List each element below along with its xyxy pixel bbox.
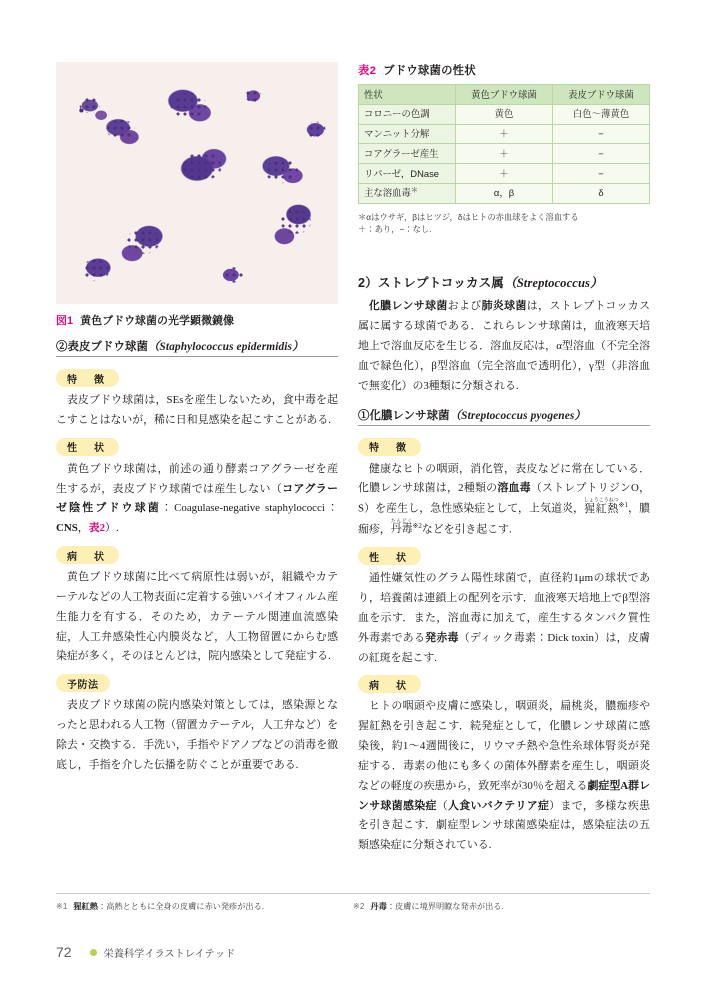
table-row — [359, 183, 650, 203]
table-col-header-property: 性状 — [359, 85, 456, 105]
table-col-header-aureus: 黄色ブドウ球菌 — [456, 85, 553, 105]
subheading-jp: 表皮ブドウ球菌 — [67, 341, 148, 353]
badge-yobouhou: 予防法 — [56, 674, 110, 692]
heading-latin: （Streptococcus） — [504, 276, 603, 291]
footnote-ref-1: ※1 — [618, 501, 628, 510]
table-head — [359, 85, 650, 105]
term-pyogenic-strep: 化膿レンサ球菌 — [368, 300, 448, 313]
paragraph-seijo-strep: 通性嫌気性のグラム陽性球菌で，直径約1μmの球状であり，培養菌は連鎖上の配列を示す．血液寒天培地上でβ型溶血を示す．また，溶血毒に加えて，産生するタンパク質性外毒素である発赤毒（ディック毒素：Dick toxin）は，皮膚の紅斑を起こす. — [358, 572, 650, 664]
ruby-base-scarlet-fever: 猩紅熱 — [583, 502, 619, 515]
table-cell-property — [359, 183, 456, 203]
table-title — [358, 62, 650, 78]
heading-streptococcus — [358, 272, 650, 291]
figure-number: 図1 — [56, 315, 74, 327]
ruby-base-erysipelas: 丹毒 — [390, 523, 413, 536]
badge-tokucho-strep: 特 徴 — [358, 438, 421, 456]
table-notes — [358, 211, 650, 237]
footnote-1 — [56, 901, 353, 912]
right-column — [358, 62, 650, 856]
footnote-term: 猩紅熱 — [73, 902, 98, 911]
term-cns-abbr: CNS — [56, 522, 78, 535]
table-cell-property: コロニーの色調 — [359, 104, 456, 124]
table-cell-epidermidis: − — [553, 124, 650, 144]
table-body — [359, 104, 650, 203]
badge-byojo: 病 状 — [56, 546, 119, 564]
footnote-text: ：皮膚に境界明瞭な発赤が出る. — [386, 902, 504, 911]
footnote-text: ：高熱とともに全身の皮膚に赤い発疹が出る. — [98, 902, 265, 911]
term-cns-jp: コアグラーゼ陰性ブドウ球菌 — [56, 482, 338, 515]
footnote-mark: ※1 — [56, 902, 68, 911]
table-number: 表2 — [358, 65, 377, 77]
footnotes — [56, 893, 650, 912]
table-cell-aureus: ＋ — [456, 124, 553, 144]
page-footer — [56, 944, 235, 960]
subheading-number: ① — [358, 409, 370, 422]
badge-byojo-strep: 病 状 — [358, 675, 421, 693]
paragraph-tokucho: 表皮ブドウ球菌は，SEsを産生しないため，食中毒を起こすことはないが，稀に日和見感染を起こすことがある. — [56, 394, 338, 426]
left-column — [56, 62, 338, 776]
micrograph-figure — [56, 62, 338, 304]
book-title: 栄養科学イラストレイテッド — [103, 948, 236, 960]
paragraph-tokucho-strep: 健康なヒトの咽頭，消化管，表皮などに常在している．化膿レンサ球菌は，2種類の溶血毒（ストレプトリジンO，S）を産生し，急性感染症として，上気道炎，猩紅熱しょうこうねつ$^{※1}$，膿痂疹，丹毒たんどく$^{※2}$などを引き起こす. — [358, 462, 650, 536]
table-row — [359, 144, 650, 164]
table-row — [359, 164, 650, 184]
table-row — [359, 104, 650, 124]
table-header-row — [359, 85, 650, 105]
table-cell-epidermidis: − — [553, 164, 650, 184]
subheading-jp: 化膿レンサ球菌 — [369, 409, 450, 422]
section-tokucho — [56, 362, 338, 431]
table-note-line: ＋：あり，−：なし. — [358, 224, 432, 235]
table-cell-property: マンニット分解 — [359, 124, 456, 144]
bullet-dot-icon — [90, 949, 97, 956]
term-hemolysin: 溶血毒 — [497, 482, 531, 495]
micrograph-cocci-overlay — [56, 62, 338, 304]
figure-caption-text: 黄色ブドウ球菌の光学顕微鏡像 — [80, 315, 235, 327]
paragraph-seijo: 黄色ブドウ球菌は，前述の通り酵素コアグラーゼを産生するが，表皮ブドウ球菌では産生しない（コアグラーゼ陰性ブドウ球菌：Coagulase-negative staphylococci：CNS，表2）. — [56, 462, 338, 535]
table-title-text: ブドウ球菌の性状 — [383, 65, 476, 77]
ruby-reading-erysipelas: たんどく — [390, 518, 413, 525]
page-number: 72 — [56, 944, 72, 960]
paragraph-byojo-strep: ヒトの咽頭や皮膚に感染し，咽頭炎，扁桃炎，膿痂疹や猩紅熱を引き起こす．続発症として，化膿レンサ球菌に感染後，約1〜4週間後に，リウマチ熱や急性糸球体腎炎が発症する．毒素の他にも多くの菌体外酵素を産生し，咽頭炎などの軽度の疾患から，致死率が30％を超える劇症型A群レンサ球菌感染症（人食いバクテリア症）まで，多様な疾患を引き起こす．劇症型レンサ球菌感染症は，感染症法の五類感染症に分類されている. — [358, 700, 650, 852]
footnote-ref-2: ※2 — [412, 521, 422, 530]
subheading-latin: （Streptococcus pyogenes） — [449, 409, 586, 422]
subheading-number: ② — [56, 341, 68, 353]
term-stss: 劇症型A群レンサ球菌感染症 — [358, 779, 650, 812]
section-yobouhou — [56, 667, 338, 775]
ruby-erysipelas — [390, 518, 413, 536]
table-row — [359, 124, 650, 144]
term-pneumococcus: 肺炎球菌 — [481, 300, 527, 313]
subheading-latin: （Staphylococcus epidermidis） — [147, 341, 304, 353]
section-seijo-strep — [358, 540, 650, 668]
section-byojo-strep — [358, 668, 650, 856]
table-cell-aureus: 黄色 — [456, 104, 553, 124]
figure-caption — [56, 313, 338, 328]
term-flesh-eating: 人食いバクテリア症 — [448, 799, 550, 812]
footnote-term: 丹毒 — [370, 902, 387, 911]
heading-jp: ストレプトコッカス属 — [377, 276, 504, 291]
paragraph-streptococcus-intro: 化膿レンサ球菌および肺炎球菌は，ストレプトコッカス属に属する球菌である．これらレンサ球菌は，血液寒天培地上で溶血反応を生じる．溶血反応は，α型溶血（不完全溶血で緑色化），β型溶血（完全溶血で透明化），γ型（非溶血で無変化）の3種類に分類される. — [358, 300, 650, 392]
table-cell-footnote-mark: ＊ — [410, 187, 418, 195]
table-cell-epidermidis: δ — [553, 183, 650, 203]
table-cell-property-label: 主な溶血毒 — [364, 187, 411, 199]
paragraph-yobouhou: 表皮ブドウ球菌の院内感染対策としては，感染源となったと思われる人工物（留置カテーテル，人工弁など）を除去・交換する．手洗い，手指やドアノブなどの消毒を徹底し，手指を介した伝播を防ぐことが重要である. — [56, 699, 338, 771]
table-cell-property: コアグラーゼ産生 — [359, 144, 456, 164]
subheading-staphylococcus-epidermidis — [56, 338, 338, 357]
table-cell-epidermidis: − — [553, 144, 650, 164]
ruby-reading-scarlet-fever: しょうこうねつ — [583, 497, 619, 504]
badge-tokucho: 特 徴 — [56, 369, 119, 387]
ruby-scarlet-fever — [583, 497, 619, 515]
section-seijo — [56, 431, 338, 539]
table-cell-aureus: ＋ — [456, 144, 553, 164]
table-col-header-epidermidis: 表皮ブドウ球菌 — [553, 85, 650, 105]
table-cell-aureus: ＋ — [456, 164, 553, 184]
footnote-mark: ※2 — [353, 902, 365, 911]
badge-seijo-strep: 性 状 — [358, 547, 421, 565]
table-cell-aureus: α，β — [456, 183, 553, 203]
term-erythrogenic-toxin: 発赤毒 — [425, 631, 459, 644]
table-cell-epidermidis: 白色〜薄黄色 — [553, 104, 650, 124]
section-byojo — [56, 539, 338, 667]
badge-seijo: 性 状 — [56, 438, 119, 456]
subheading-streptococcus-pyogenes — [358, 407, 650, 426]
staphylococcus-properties-table — [358, 84, 650, 204]
table-note-line: ＊αはウサギ，βはヒツジ，δはヒトの赤血球をよく溶血する — [358, 211, 579, 222]
section-tokucho-strep — [358, 431, 650, 541]
table-cell-property: リパーゼ，DNase — [359, 164, 456, 184]
paragraph-byojo: 黄色ブドウ球菌に比べて病原性は弱いが，組織やカテーテルなどの人工物表面に定着する強いバイオフィルム産生能力を有する．そのため，カテーテル関連血流感染症，人工弁感染性心内膜炎など，人工物留置にからむ感染症が多く，そのほとんどは，院内感染として発症する. — [56, 571, 338, 663]
heading-number: 2） — [358, 276, 378, 291]
footnote-2 — [353, 901, 650, 912]
ref-table2: 表2 — [88, 522, 106, 535]
